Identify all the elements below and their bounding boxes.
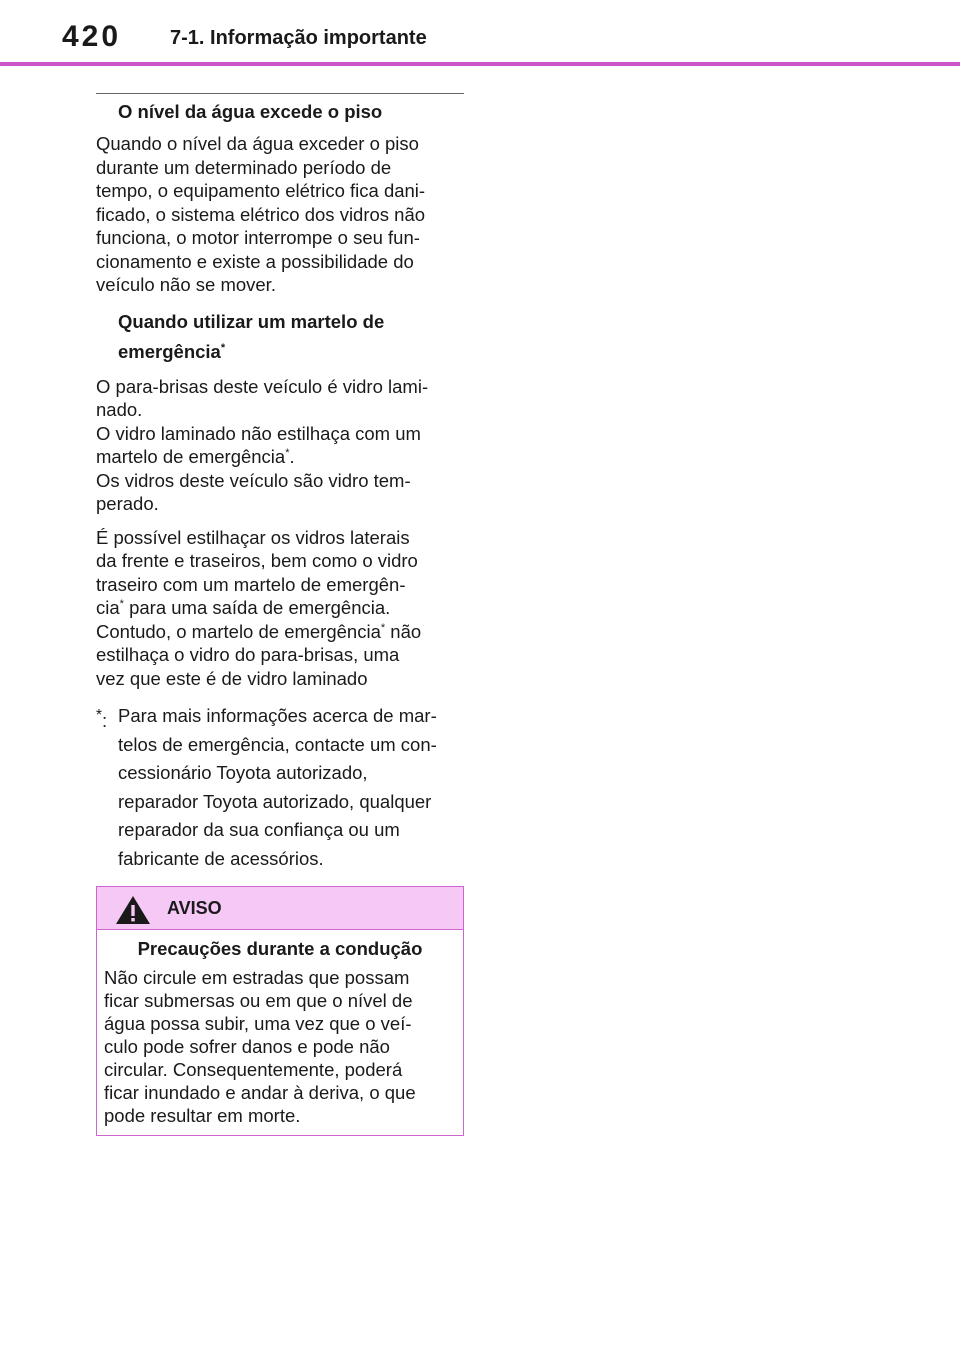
section-heading-water: O nível da água excede o piso <box>118 101 383 122</box>
hammer-paragraph-2 <box>96 526 464 691</box>
footnote <box>96 702 464 873</box>
asterisk-mark: * <box>220 341 226 354</box>
hammer-p1-part-a: O para-brisas deste veículo é vidro lami- nado. O vidro laminado não estilhaça com um martelo de emergência <box>96 375 429 467</box>
section-divider <box>96 93 464 94</box>
chapter-title: 7-1. Informação importante <box>170 27 427 49</box>
hammer-p2-part-b: para uma saída de emergência. Contudo, o martelo de emergência <box>96 597 391 642</box>
section-heading-hammer <box>96 307 464 367</box>
hammer-paragraph-1 <box>96 375 464 516</box>
hammer-p2-part-a: É possível estilhaçar os vidros laterais da frente e traseiros, bem como o vidro traseiro com um martelo de emergên- cia <box>96 526 418 618</box>
asterisk-mark: * <box>96 707 102 724</box>
header-rule <box>0 62 960 66</box>
main-column <box>96 93 464 873</box>
warning-box <box>96 886 464 1136</box>
page-header <box>0 0 960 66</box>
footnote-colon: : <box>102 710 108 732</box>
asterisk-mark: * <box>119 597 124 610</box>
asterisk-mark: * <box>285 446 290 459</box>
footnote-text: Para mais informações acerca de mar- telos de emergência, contacte um con- cessionário Toyota autorizado, reparador Toyota autorizado, qualquer reparador da sua confiança ou um fabricante de acessórios. <box>118 705 437 869</box>
page-number: 420 <box>62 20 122 53</box>
footnote-marker <box>96 702 107 736</box>
heading-hammer-line2: emergência <box>118 340 221 362</box>
heading-hammer-line1: Quando utilizar um martelo de <box>118 310 385 332</box>
warning-header <box>97 887 463 930</box>
asterisk-mark: * <box>380 621 386 634</box>
warning-body: Não circule em estradas que possam ficar submersas ou em que o nível de água possa subir, uma vez que o veí- culo pode sofrer danos e pode não circular. Consequentemente, poderá ficar inundado e andar à deriva, o que pode resultar em morte. <box>104 967 416 1126</box>
warning-triangle-icon <box>115 895 151 925</box>
warning-subheading: Precauções durante a condução <box>137 938 423 959</box>
warning-label: AVISO <box>167 898 222 918</box>
hammer-p2-part-c: não estilhaça o vidro do para-brisas, uma vez que este é de vidro laminado <box>96 620 422 689</box>
section-body-water: Quando o nível da água exceder o piso durante um determinado período de tempo, o equipamento elétrico fica dani- ficado, o sistema elétrico dos vidros não funciona, o motor interrompe o seu fun- cionamento e existe a possibilidade do veículo não se mover. <box>96 133 426 295</box>
hammer-p1-part-b: . Os vidros deste veículo são vidro tem- perado. <box>96 446 411 514</box>
